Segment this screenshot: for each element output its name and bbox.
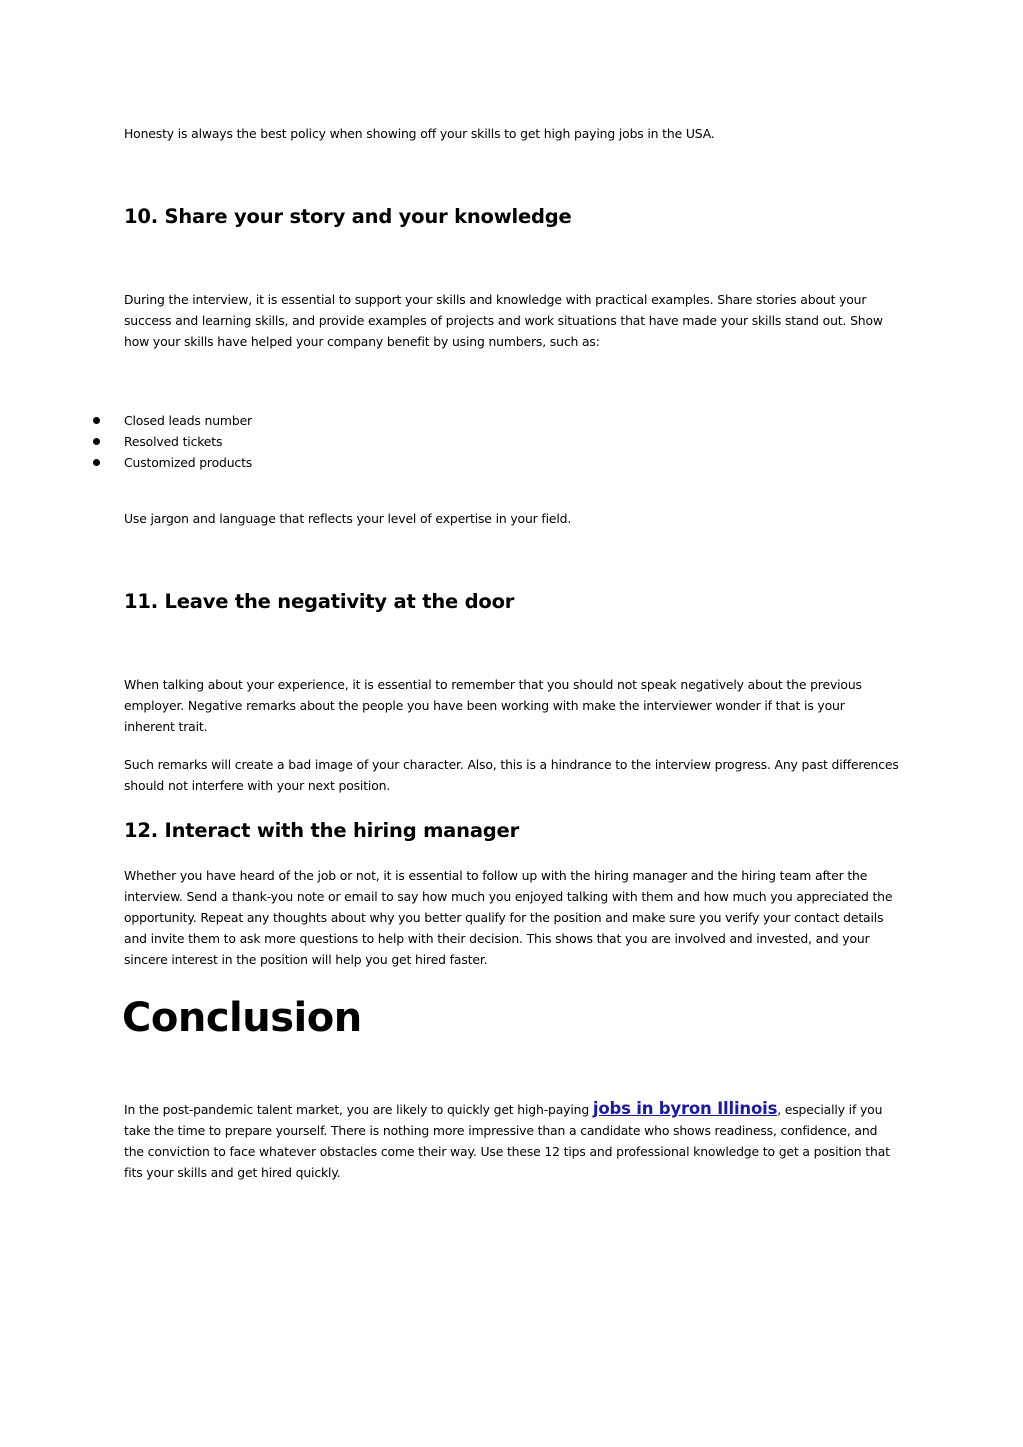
section-10-closing-paragraph: Use jargon and language that reflects your level of expertise in your field. [124,511,572,526]
section-11-paragraph: When talking about your experience, it is essential to remember that you should not speak negatively about the previous employer. Negative remarks about the people you have been working with make the interviewer wonder if that is your inherent trait. [124,677,862,734]
list-item-label: Resolved tickets [124,434,223,449]
bullet-icon [93,438,100,445]
conclusion-heading: Conclusion [122,995,362,1041]
section-12-heading: 12. Interact with the hiring manager [124,819,519,842]
list-item-label: Closed leads number [124,413,252,428]
section-11-heading: 11. Leave the negativity at the door [124,590,515,613]
list-item [0,452,700,473]
list-item-label: Customized products [124,455,253,470]
section-11-second-paragraph: Such remarks will create a bad image of your character. Also, this is a hindrance to the interview progress. Any past differences should not interfere with your next position. [124,757,899,793]
bullet-icon [93,417,100,424]
section-12-paragraph: Whether you have heard of the job or not, it is essential to follow up with the hiring manager and the hiring team after the interview. Send a thank-you note or email to say how much you enjoyed talking with them and how much you appreciated the opportunity. Repeat any thoughts about why you better qualify for the position and make sure you verify your contact details and invite them to ask more questions to help with their decision. This shows that you are involved and invested, and your sincere interest in the position will help you get hired faster. [124,868,893,967]
conclusion-paragraph [124,1098,899,1183]
intro-paragraph: Honesty is always the best policy when showing off your skills to get high paying jobs in the USA. [124,126,715,141]
examples-list [0,410,700,473]
bullet-icon [93,459,100,466]
list-item [0,410,700,431]
section-10-paragraph: During the interview, it is essential to support your skills and knowledge with practical examples. Share stories about your success and learning skills, and provide examples of projects and work situations that have made your skills stand out. Show how your skills have helped your company benefit by using numbers, such as: [124,292,883,349]
jobs-link[interactable]: jobs in byron Illinois [592,1099,778,1118]
conclusion-text-end: , especially if you take the time to prepare yourself. There is nothing more impressive than a candidate who shows readiness, confidence, and the conviction to face whatever obstacles come their way. Use these 12 tips and professional knowledge to get a position that fits your skills and get hired quickly. [124,1102,890,1180]
section-10-heading: 10. Share your story and your knowledge [124,205,572,228]
conclusion-text-start: In the post-pandemic talent market, you are likely to quickly get high-paying [124,1102,593,1117]
list-item [0,431,700,452]
